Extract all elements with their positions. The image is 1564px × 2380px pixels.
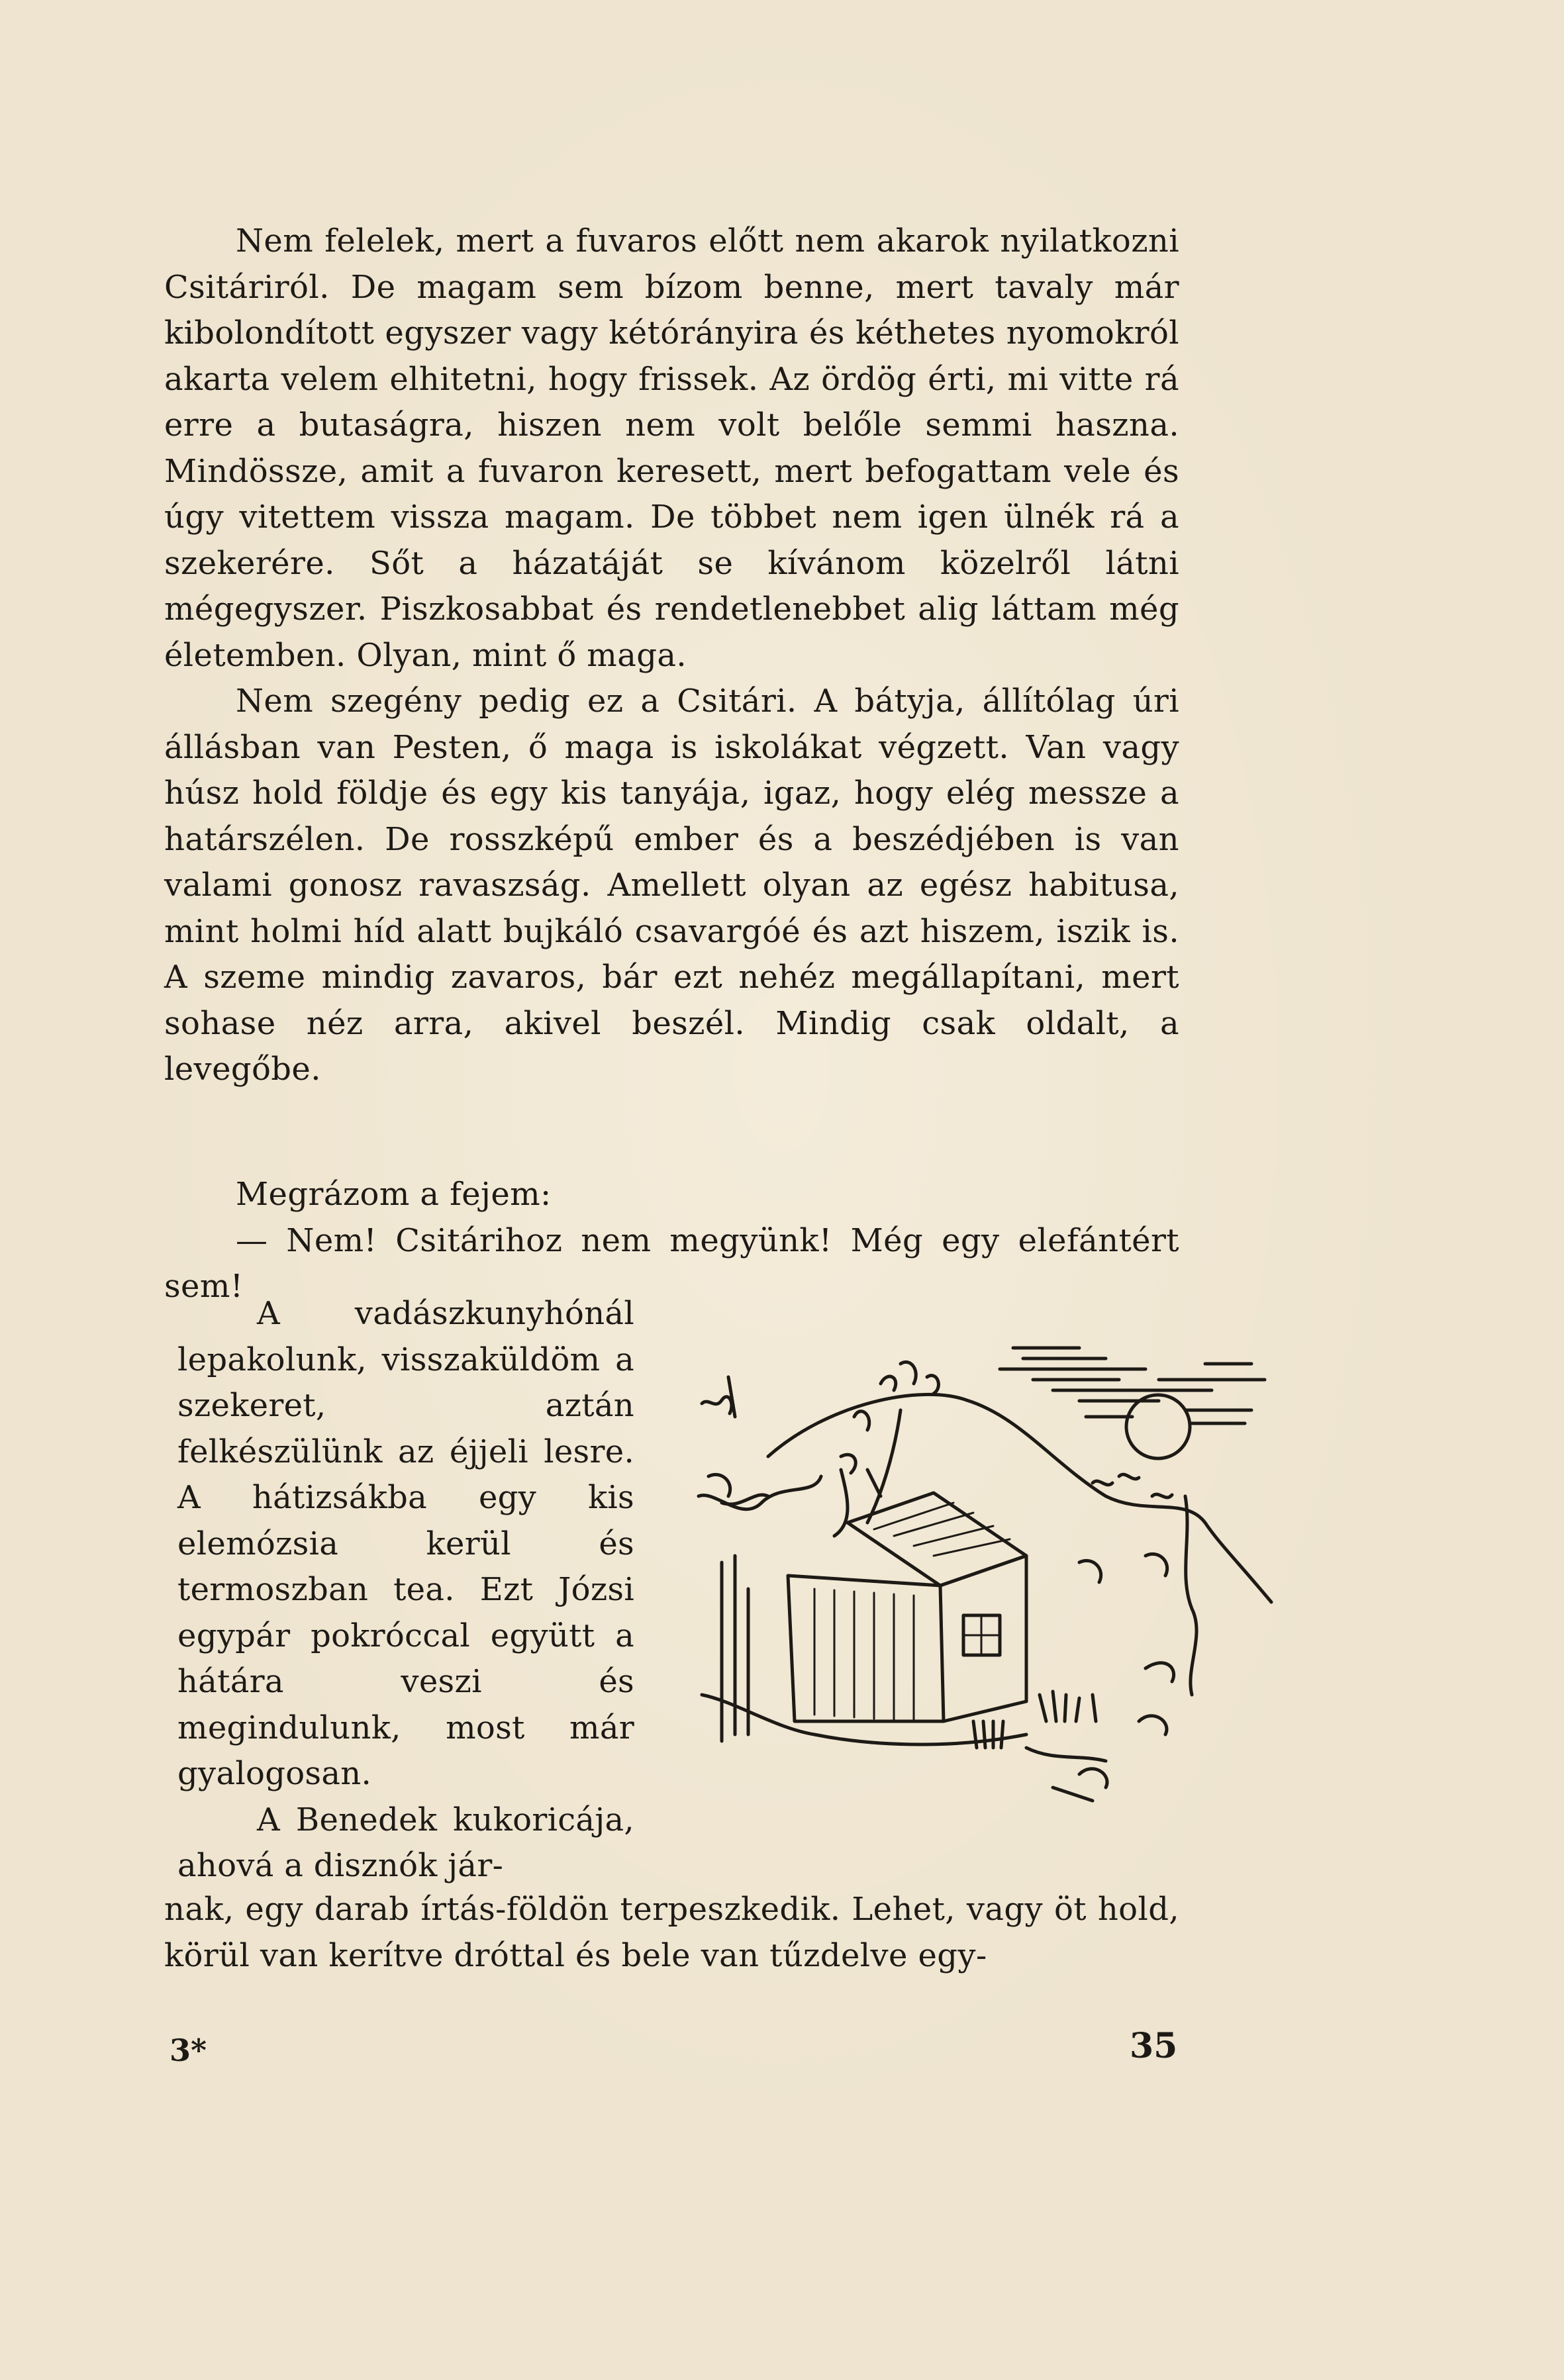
narrow-text-column [177,1291,634,1889]
hut-side-wall [940,1556,1026,1721]
page-number: 35 [1130,2026,1178,2066]
moon-icon [1126,1395,1190,1458]
paragraph-dialogue: — Nem! Csitárihoz nem megyünk! Még egy elefántért sem! [164,1221,1179,1305]
main-text-top [164,218,1179,1093]
main-text-bottom [164,1887,1179,1979]
paragraph-csitari-intro: Nem felelek, mert a fuvaros előtt nem akarok nyilatkozni Csitáriról. De magam sem bízom benne, mert tavaly már kibolondított egyszer vagy kétórányira és kéthetes nyomokról akarta velem elhitetni, hogy frissek. Az ördög érti, mi vitte rá erre a butaságra, hiszen nem volt belőle semmi haszna. Mindössze, amit a fuvaron keresett, mert befogattam vele és úgy vitettem vissza magam. De többet nem igen ülnék rá a szekerére. Sőt a házatáját se kívánom közelről látni mégegyszer. Piszkosabbat és rendetlenebbet alig láttam még életemben. Olyan, mint ő maga. [164,222,1179,674]
signature-mark: 3* [170,2032,207,2068]
paragraph-continuation: nak, egy darab írtás-földön terpeszkedik. Lehet, vagy öt hold, körül van kerítve dróttal és bele van tűzdelve egy- [164,1891,1179,1974]
grass-tufts [1040,1663,1174,1735]
fence-posts [722,1556,748,1741]
main-text-dialogue [164,1172,1179,1310]
paragraph-megrazom: Megrázom a fejem: [236,1176,552,1213]
paragraph-csitari-description: Nem szegény pedig ez a Csitári. A bátyja, állítólag úri állásban van Pesten, ő maga is iskolákat végzett. Van vagy húsz hold földje és egy kis tanyája, igaz, hogy elég messze a határszélen. De rosszképű ember és a beszédjében is van valami gonosz ravaszság. Amellett olyan az egész habitusa, mint holmi híd alatt bujkáló csavargóé és azt hiszem, iszik is. A szeme mindig zavaros, bár ezt nehéz megállapítani, mert sohase néz arra, akivel beszél. Mindig csak oldalt, a levegőbe. [164,683,1179,1088]
hut-illustration [682,1324,1278,1860]
hill-outline [768,1394,1271,1602]
left-foliage [702,1377,768,1504]
paragraph-benedek: A Benedek kukoricája, ahová a disznók jár- [177,1801,634,1884]
cloud-lines [1000,1348,1265,1423]
hut-front-wall [788,1576,944,1721]
paragraph-vadaszkunyho: A vadászkunyhónál lepakolunk, visszaküldöm a szekeret, aztán felkészülünk az éjjeli lesre. A hátizsákba egy kis elemózsia kerül és termoszban tea. Ezt Józsi egypár pokróccal együtt a hátára veszi és megindulunk, most már gyalogosan. [177,1295,634,1792]
tree-trunk-right [1185,1496,1197,1695]
